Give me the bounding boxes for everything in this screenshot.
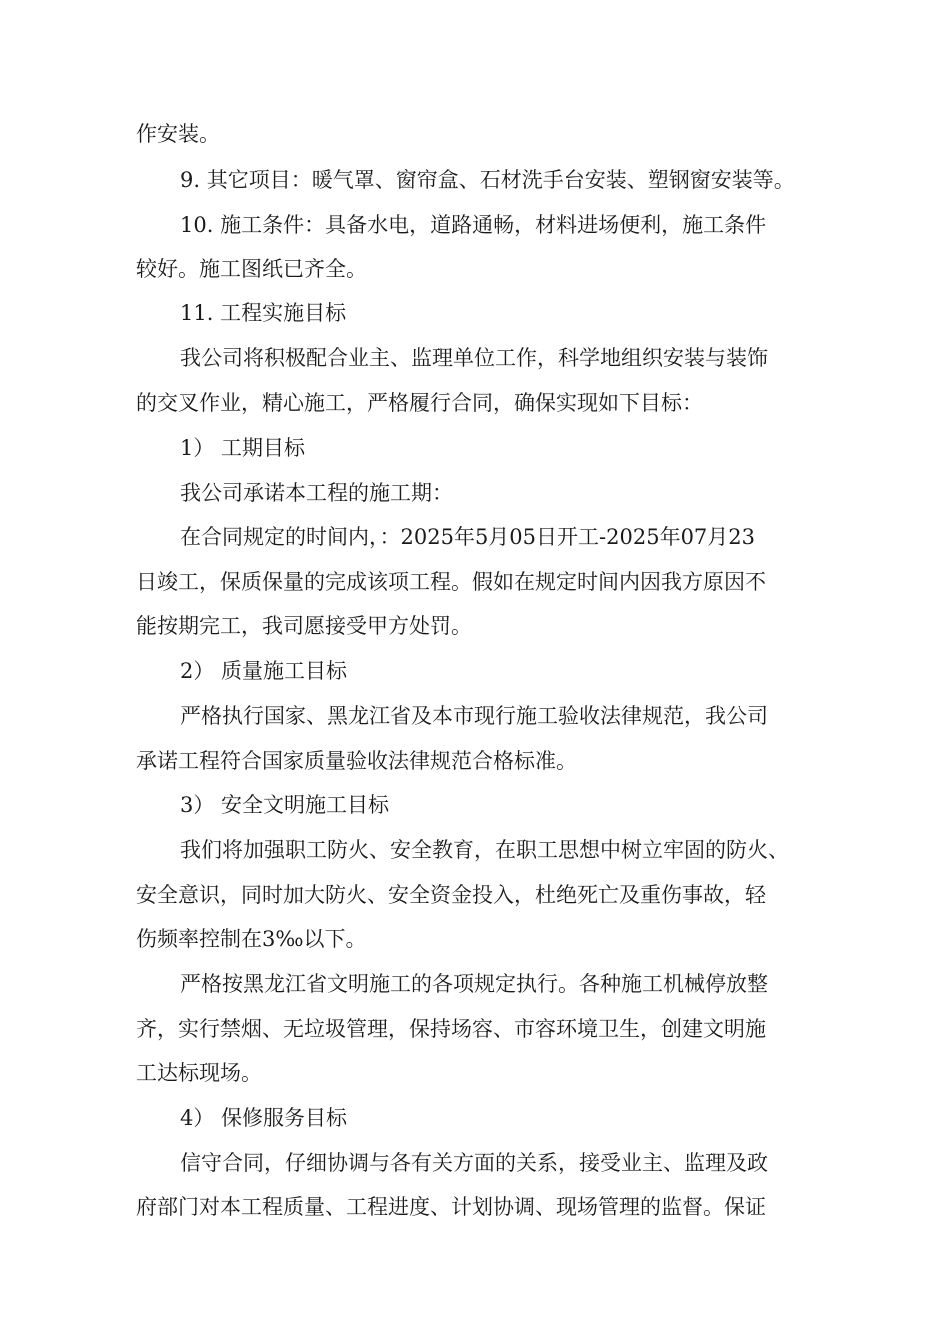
body-line: 作安装。 <box>136 122 220 146</box>
list-item: 9. 其它项目：暖气罩、窗帘盒、石材洗手台安装、塑钢窗安装等。 <box>180 168 795 192</box>
body-line: 伤频率控制在3‰以下。 <box>136 927 367 951</box>
paragraph-line: 严格按黑龙江省文明施工的各项规定执行。各种施工机械停放整 <box>180 972 768 996</box>
section-heading: 11. 工程实施目标 <box>180 301 347 325</box>
body-line: 能按期完工，我司愿接受甲方处罚。 <box>136 614 472 638</box>
body-line: 承诺工程符合国家质量验收法律规范合格标准。 <box>136 749 577 773</box>
body-line: 府部门对本工程质量、工程进度、计划协调、现场管理的监督。保证 <box>136 1195 766 1219</box>
body-line: 的交叉作业，精心施工，严格履行合同，确保实现如下目标： <box>136 391 703 415</box>
subsection-heading: 3） 安全文明施工目标 <box>180 793 390 817</box>
paragraph-line: 我公司承诺本工程的施工期： <box>180 481 453 505</box>
paragraph-line: 在合同规定的时间内，：2025年5月05日开工-2025年07月23 <box>180 525 756 549</box>
body-line: 安全意识，同时加大防火、安全资金投入，杜绝死亡及重伤事故，轻 <box>136 883 766 907</box>
paragraph-line: 我们将加强职工防火、安全教育，在职工思想中树立牢固的防火、 <box>180 838 789 862</box>
subsection-heading: 2） 质量施工目标 <box>180 659 348 683</box>
body-line: 工达标现场。 <box>136 1061 262 1085</box>
paragraph-line: 严格执行国家、黑龙江省及本市现行施工验收法律规范，我公司 <box>180 704 768 728</box>
body-line: 齐，实行禁烟、无垃圾管理，保持场容、市容环境卫生，创建文明施 <box>136 1017 766 1041</box>
list-item: 10. 施工条件：具备水电，道路通畅，材料进场便利，施工条件 <box>180 213 767 237</box>
paragraph-line: 信守合同，仔细协调与各有关方面的关系，接受业主、监理及政 <box>180 1151 768 1175</box>
body-line: 较好。施工图纸已齐全。 <box>136 257 367 281</box>
body-line: 日竣工，保质保量的完成该项工程。假如在规定时间内因我方原因不 <box>136 570 766 594</box>
paragraph-line: 我公司将积极配合业主、监理单位工作，科学地组织安装与装饰 <box>180 346 768 370</box>
subsection-heading: 4） 保修服务目标 <box>180 1106 348 1130</box>
subsection-heading: 1） 工期目标 <box>180 436 306 460</box>
